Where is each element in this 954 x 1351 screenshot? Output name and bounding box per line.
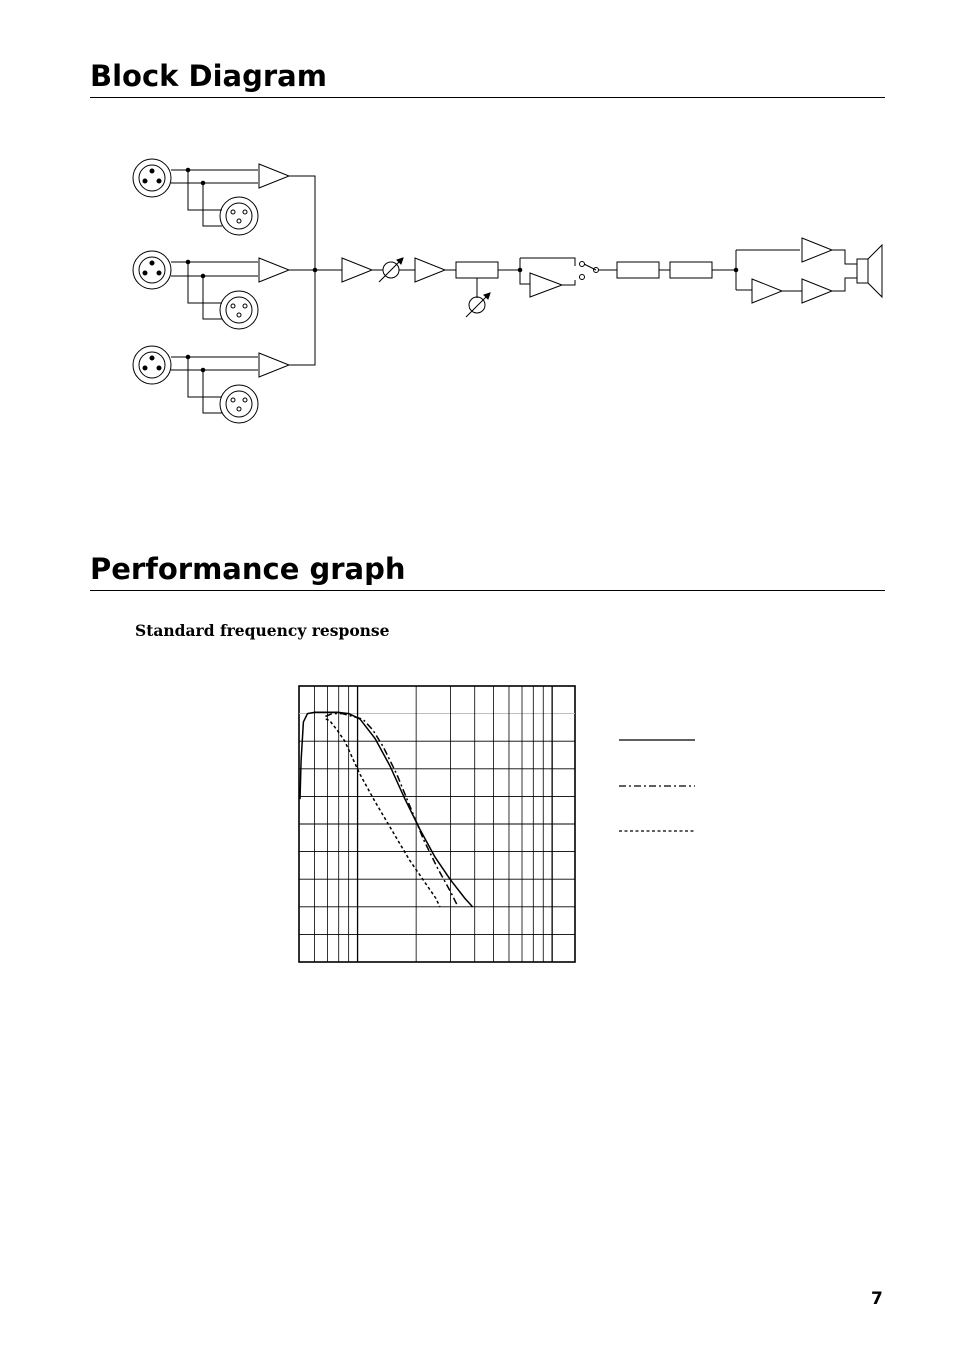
chart-legend xyxy=(619,740,695,831)
performance-graph-heading: Performance graph xyxy=(90,555,885,591)
chart-grid xyxy=(299,686,575,962)
series-line-dash-dot xyxy=(325,714,458,907)
series-line-dashed xyxy=(326,719,440,907)
page-number: 7 xyxy=(871,1289,883,1309)
frequency-response-subtitle: Standard frequency response xyxy=(135,621,390,640)
block-diagram-heading: Block Diagram xyxy=(90,62,885,98)
